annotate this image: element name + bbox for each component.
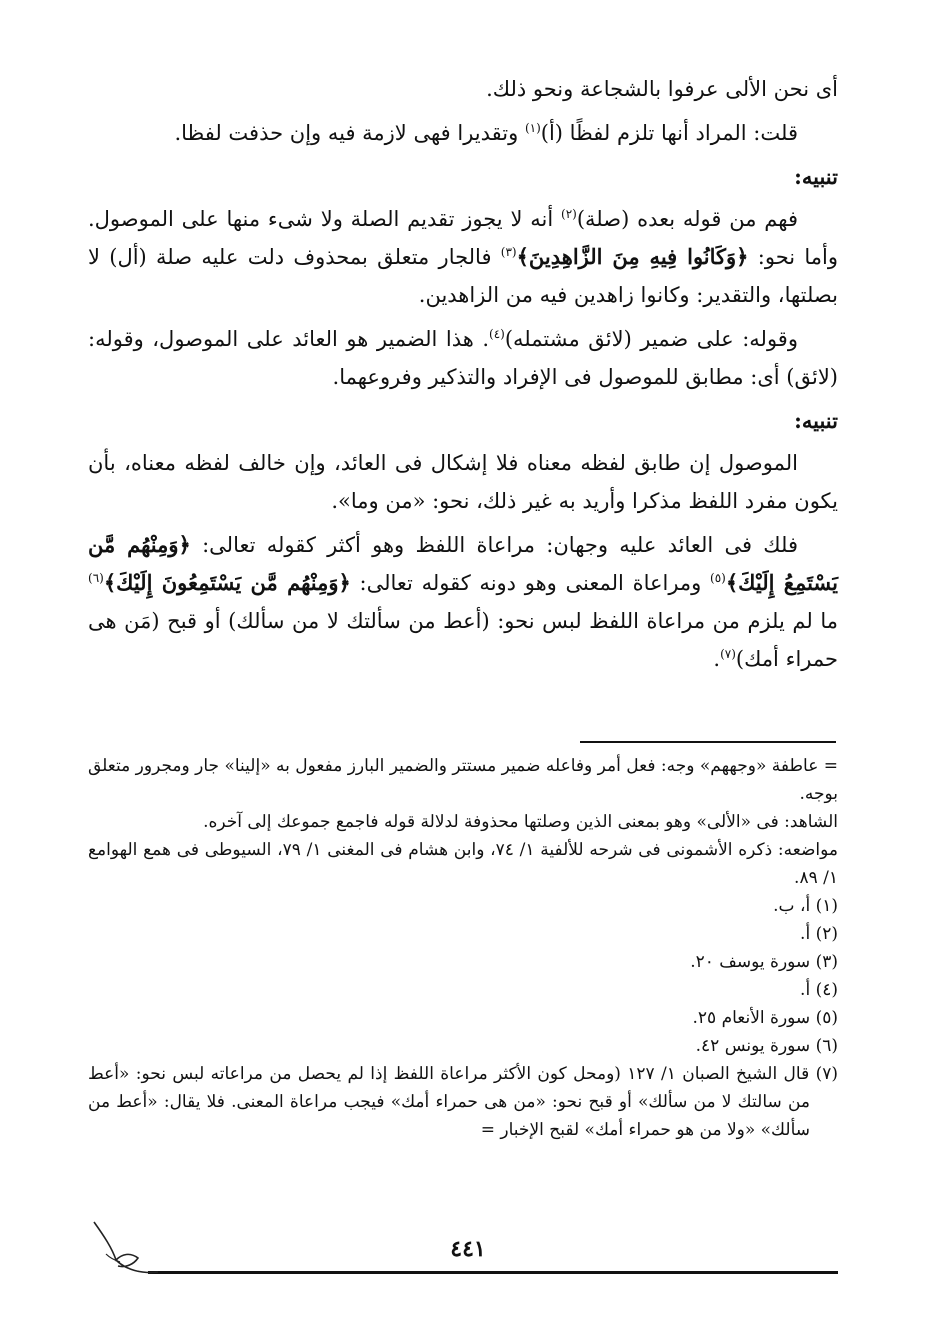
quran-verse-3: ﴿وَمِنْهُم مَّن يَسْتَمِعُونَ إِلَيْكَ﴾ — [103, 570, 351, 595]
footnote-ref-4: (٤) — [489, 327, 505, 341]
footnote-5: (٥) سورة الأنعام ٢٥. — [692, 1008, 838, 1028]
paragraph-2: فهم من قوله بعده (صلة)$^{(٢)}$ أنه لا يجوز تقديم الصلة ولا شىء منها على الموصول. وأما نحو: ﴿وَكَانُوا فِيهِ مِنَ الزَّاهِدِينَ﴾$^{(٣)}$ فالجار متعلق بمحذوف دلت عليه صلة (أل) لا بصلتها، والتقدير: وكانوا زاهدين فيه من الزاهدين. — [88, 207, 838, 307]
footnote-4: (٤) أ. — [800, 980, 838, 1000]
footnote-ref-6: (٦) — [88, 571, 104, 585]
footnote-separator — [580, 741, 836, 743]
line-1: أى نحن الألى عرفوا بالشجاعة ونحو ذلك. — [486, 77, 838, 101]
quran-verse-1: ﴿وَكَانُوا فِيهِ مِنَ الزَّاهِدِينَ﴾ — [516, 244, 749, 269]
heading-tanbih-1: تنبيه: — [794, 164, 838, 189]
footnotes — [88, 752, 838, 1144]
note-mawadiuh: مواضعه: ذكره الأشمونى فى شرحه للألفية ١/ ٧٤، وابن هشام فى المغنى ١/ ٧٩، السيوطى فى همع الهوامع ١/ ٨٩. — [88, 840, 839, 888]
paragraph-4: الموصول إن طابق لفظه معناه فلا إشكال فى العائد، وإن خالف لفظه معناه، بأن يكون مفرد اللفظ مذكرا وأريد به غير ذلك، نحو: «من وما». — [88, 451, 838, 513]
paragraph-5: فلك فى العائد عليه وجهان: مراعاة اللفظ وهو أكثر كقوله تعالى: ﴿وَمِنْهُم مَّن يَسْتَمِعُ إِلَيْكَ﴾$^{(٥)}$ ومراعاة المعنى وهو دونه كقوله تعالى: ﴿وَمِنْهُم مَّن يَسْتَمِعُونَ إِلَيْكَ﴾$^{(٦)}$ ما لم يلزم من مراعاة اللفظ لبس نحو: (أعط من سألتك لا من سألك) أو قبح (مَن هى حمراء أمك)$^{(٧)}$. — [88, 532, 839, 671]
footnote-ref-1: (١) — [524, 121, 541, 135]
page-number: ٤٤١ — [450, 1236, 486, 1262]
footnote-7: (٧) قال الشيخ الصبان ١/ ١٢٧ (ومحل كون الأكثر مراعاة اللفظ إذا لم يحصل من مراعاته لبس نحو: «أعط من سالتك لا من سألك» أو قبح نحو: «من هى حمراء أمك» فيجب مراعاة المعنى. فلا يقال: «أعط من سألك» «ولا من هو حمراء أمك» لقبح الإخبار = — [88, 1064, 838, 1140]
quran-verse-2: ﴿وَمِنْهُم مَّن يَسْتَمِعُ إِلَيْكَ﴾ — [88, 532, 839, 595]
footnote-6: (٦) سورة يونس ٤٢. — [695, 1036, 838, 1056]
note-shahid: الشاهد: فى «الألى» وهو بمعنى الذين وصلتها محذوفة لدلالة قوله فاجمع جموعك إلى آخره. — [203, 812, 838, 832]
footnote-ref-2: (٢) — [561, 207, 577, 221]
paragraph-1: قلت: المراد أنها تلزم لفظًا (أ)$^{(١)}$ وتقديرا فهى لازمة فيه وإن حذفت لفظا. — [174, 121, 798, 145]
paragraph-3: وقوله: على ضمير (لائق مشتمله)$^{(٤)}$. هذا الضمير هو العائد على الموصول، وقوله: (لائق) أى: مطابق للموصول فى الإفراد والتذكير وفروعهما. — [88, 327, 838, 389]
footnote-1: (١) أ، ب. — [773, 896, 838, 916]
corner-ornament-icon — [86, 1214, 166, 1284]
footnote-3: (٣) سورة يوسف ٢٠. — [690, 952, 838, 972]
heading-tanbih-2: تنبيه: — [794, 408, 838, 433]
footnote-ref-3: (٣) — [500, 245, 517, 259]
bottom-rule — [148, 1271, 838, 1274]
note-continuation: = عاطفة «وجههم» وجه: فعل أمر وفاعله ضمير مستتر والضمير البارز مفعول به «إلينا» جار ومجرور متعلق بوجه. — [88, 756, 838, 804]
footnote-ref-5: (٥) — [710, 571, 726, 585]
footnote-ref-7: (٧) — [720, 647, 736, 661]
main-text — [88, 70, 838, 684]
footnote-2: (٢) أ. — [800, 924, 838, 944]
